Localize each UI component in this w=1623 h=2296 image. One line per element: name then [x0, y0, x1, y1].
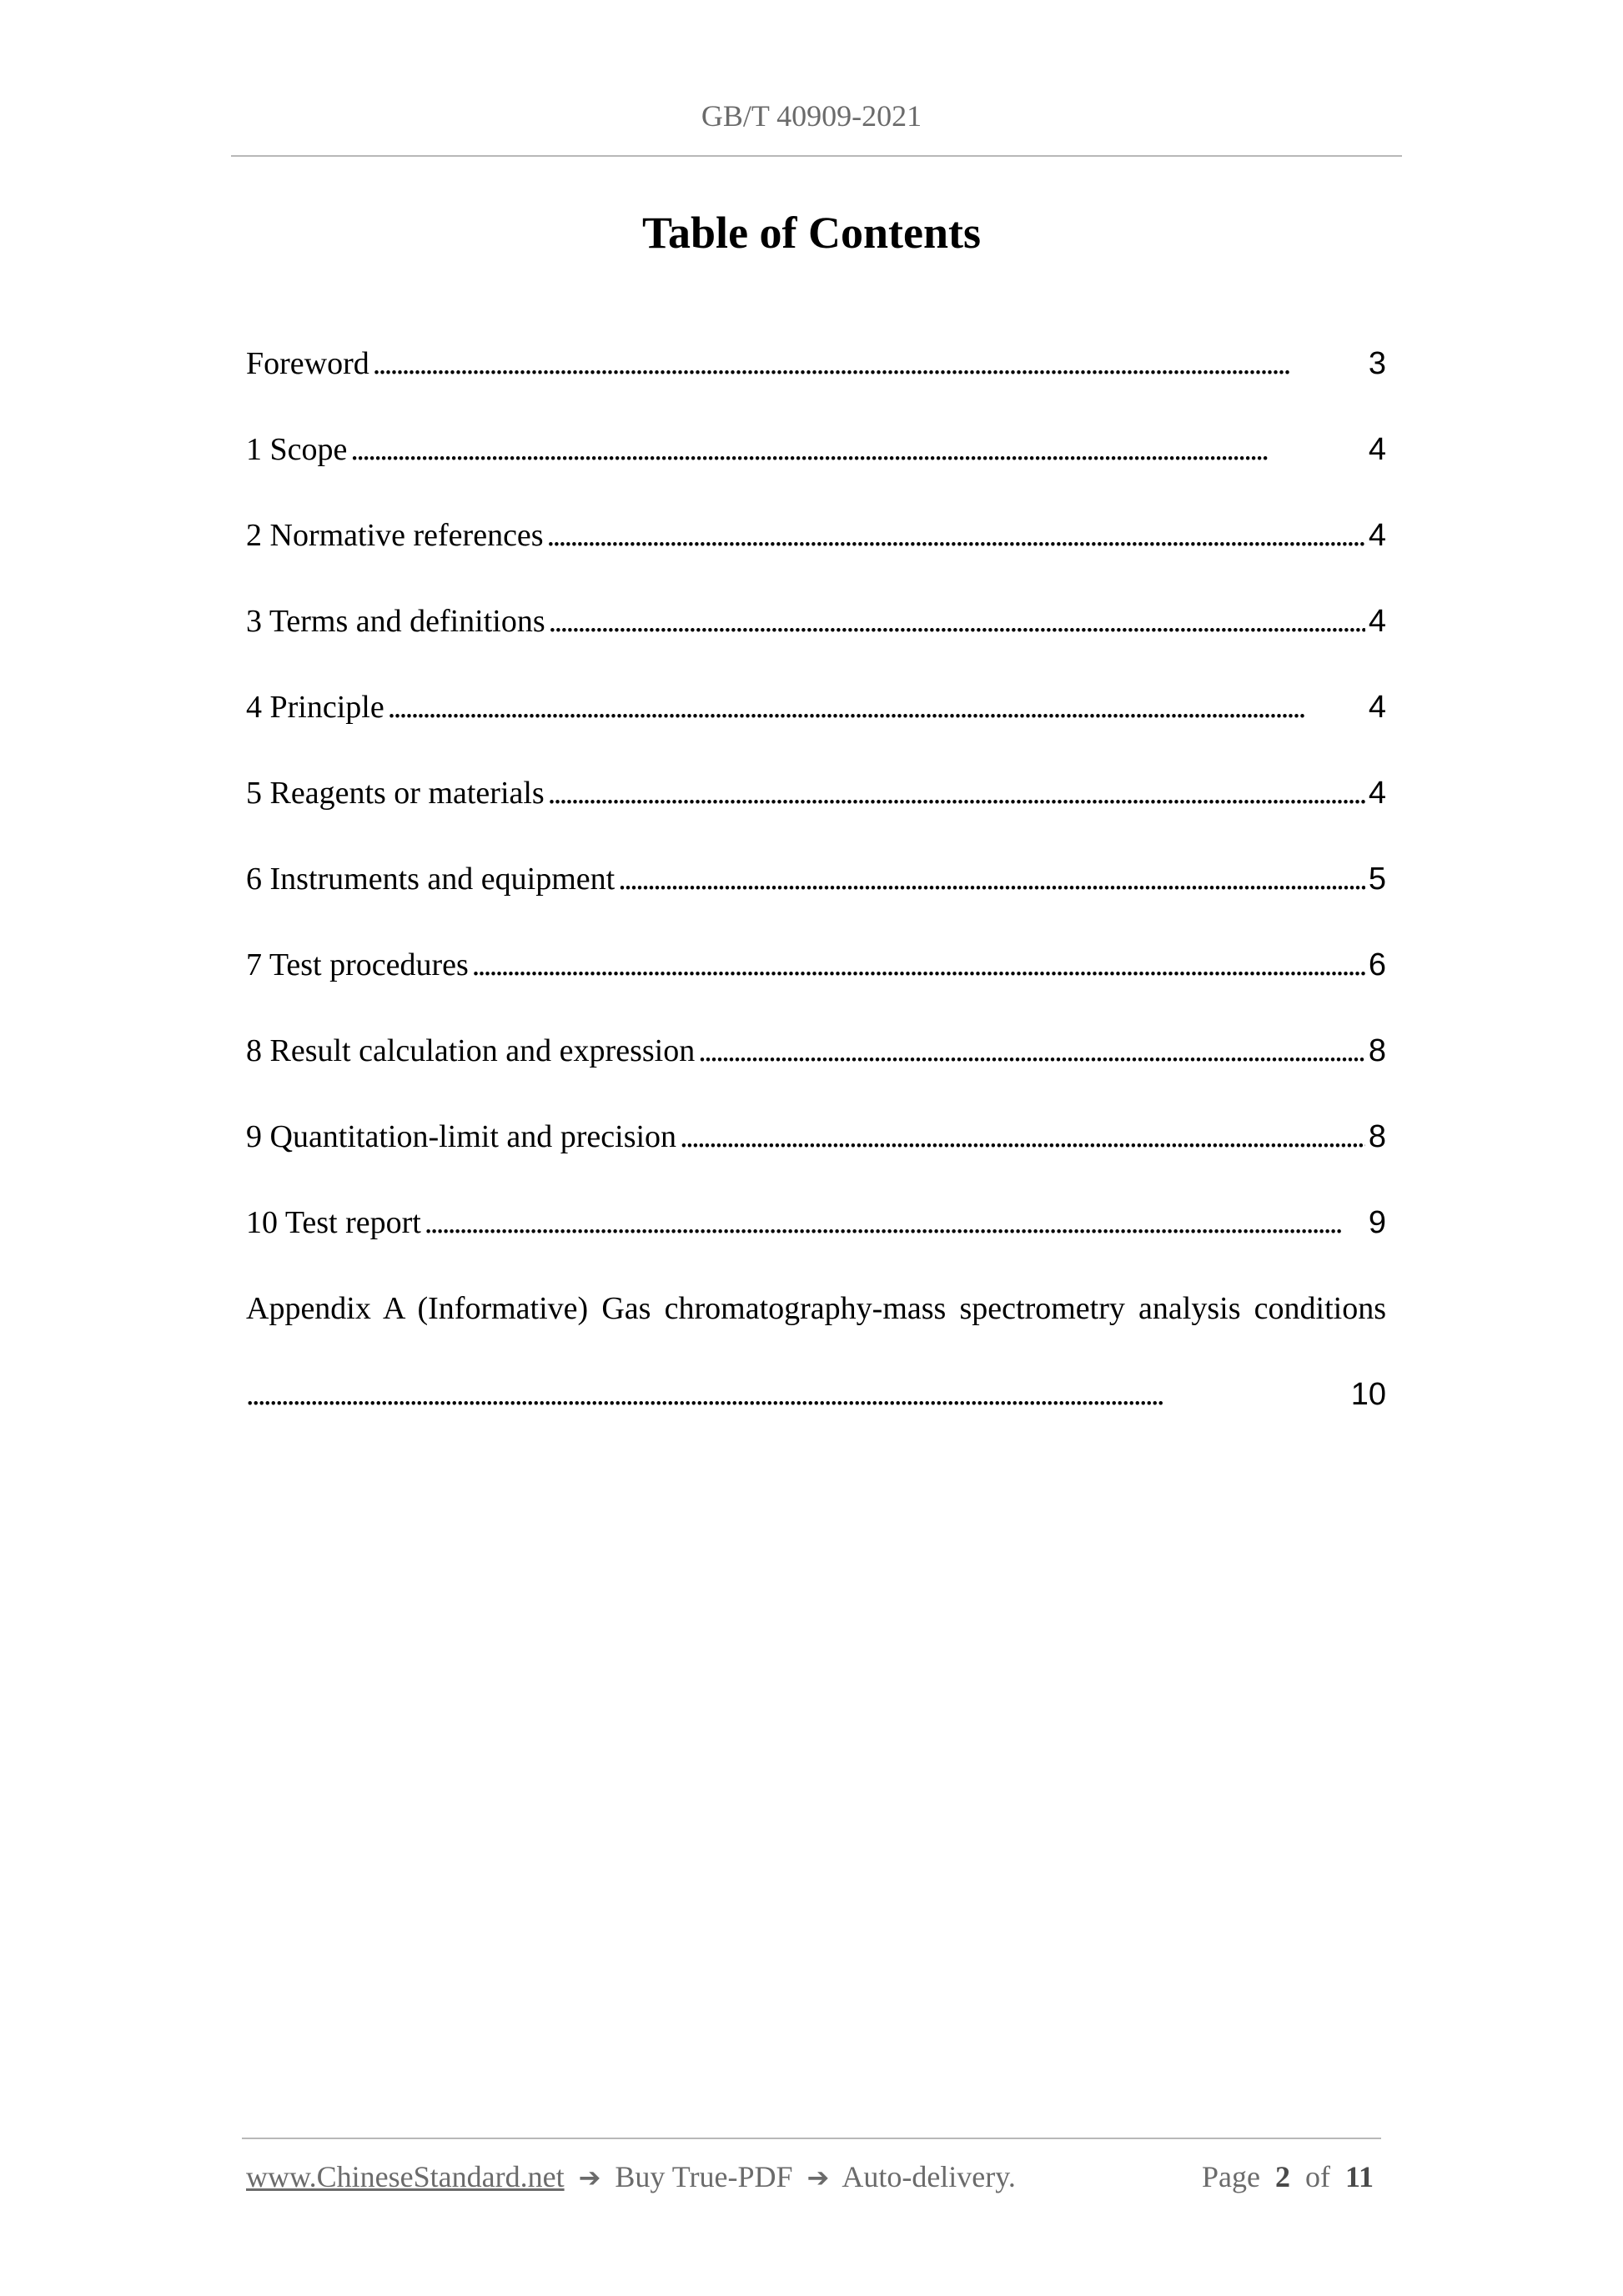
footer-divider: [242, 2138, 1381, 2139]
dot-leader: [547, 512, 1365, 559]
dot-leader: [388, 684, 1365, 731]
toc-entry-page: 4: [1368, 604, 1386, 639]
dot-leader: [373, 340, 1365, 387]
toc-entry-quantitation-limit[interactable]: [246, 1113, 1386, 1199]
page-current: 2: [1274, 2160, 1290, 2193]
page-number: [1202, 2159, 1374, 2194]
toc-entry-reagents-or-materials[interactable]: [246, 770, 1386, 856]
toc-entry-label: 8 Result calculation and expression: [246, 1033, 696, 1068]
footer-promo: [246, 2159, 1016, 2194]
toc-entry-page: 8: [1368, 1033, 1386, 1068]
footer-step-2: Auto-delivery.: [842, 2160, 1016, 2193]
arrow-right-icon: ➔: [806, 2162, 830, 2193]
dot-leader: [618, 856, 1365, 902]
dot-leader: [472, 942, 1365, 988]
toc-entry-page: 3: [1368, 346, 1386, 381]
toc-entry-instruments-and-equipment[interactable]: [246, 856, 1386, 942]
toc-entry-label: 7 Test procedures: [246, 947, 469, 982]
toc-entry-page: 5: [1368, 862, 1386, 897]
toc-entry-normative-references[interactable]: [246, 512, 1386, 598]
toc-entry-page: 8: [1368, 1119, 1386, 1154]
site-link[interactable]: www.ChineseStandard.net: [246, 2160, 565, 2193]
toc-entry-page: 4: [1368, 690, 1386, 725]
toc-entry-label: 5 Reagents or materials: [246, 776, 545, 811]
toc-entry-page: 4: [1368, 776, 1386, 811]
toc-entry-label: 10 Test report: [246, 1205, 421, 1240]
table-of-contents: [246, 340, 1386, 1457]
toc-entry-label: 4 Principle: [246, 690, 384, 725]
dot-leader: [549, 598, 1365, 645]
toc-entry-terms-and-definitions[interactable]: [246, 598, 1386, 684]
toc-entry-principle[interactable]: [246, 684, 1386, 770]
page-total: 11: [1344, 2160, 1374, 2193]
toc-entry-label: 3 Terms and definitions: [246, 604, 545, 639]
dot-leader: [350, 426, 1364, 473]
toc-entry-label: 1 Scope: [246, 432, 348, 467]
toc-entry-appendix-a[interactable]: [246, 1285, 1386, 1371]
toc-entry-page: 4: [1368, 432, 1386, 467]
toc-entry-label: 6 Instruments and equipment: [246, 862, 616, 897]
toc-entry-label: Foreword: [246, 346, 369, 381]
footer-step-1: Buy True-PDF: [615, 2160, 793, 2193]
toc-entry-test-report[interactable]: [246, 1199, 1386, 1285]
toc-entry-scope[interactable]: [246, 426, 1386, 512]
page-header: [0, 98, 1623, 133]
page-footer: [246, 2159, 1374, 2194]
toc-entry-appendix-a-page-line[interactable]: [246, 1371, 1386, 1457]
toc-entry-label: 9 Quantitation-limit and precision: [246, 1119, 677, 1154]
dot-leader: [698, 1027, 1365, 1074]
toc-entry-page: 9: [1368, 1205, 1386, 1240]
dot-leader: [246, 1371, 1348, 1418]
toc-entry-page: 10: [1350, 1377, 1386, 1412]
header-divider: [231, 155, 1402, 157]
arrow-right-icon: ➔: [578, 2162, 601, 2193]
toc-entry-page: 6: [1368, 947, 1386, 982]
page-word: Page: [1202, 2160, 1260, 2193]
toc-entry-label: Appendix A (Informative) Gas chromatography-mass spectrometry analysis conditions: [246, 1291, 1386, 1326]
page-title: Table of Contents: [641, 208, 982, 258]
toc-entry-foreword[interactable]: [246, 340, 1386, 426]
dot-leader: [425, 1199, 1365, 1246]
toc-entry-test-procedures[interactable]: [246, 942, 1386, 1027]
toc-entry-label: 2 Normative references: [246, 518, 544, 553]
dot-leader: [680, 1113, 1365, 1160]
page-of: of: [1304, 2160, 1330, 2193]
dot-leader: [548, 770, 1365, 816]
toc-entry-page: 4: [1368, 518, 1386, 553]
toc-entry-result-calculation[interactable]: [246, 1027, 1386, 1113]
doc-id: GB/T 40909-2021: [701, 99, 922, 133]
